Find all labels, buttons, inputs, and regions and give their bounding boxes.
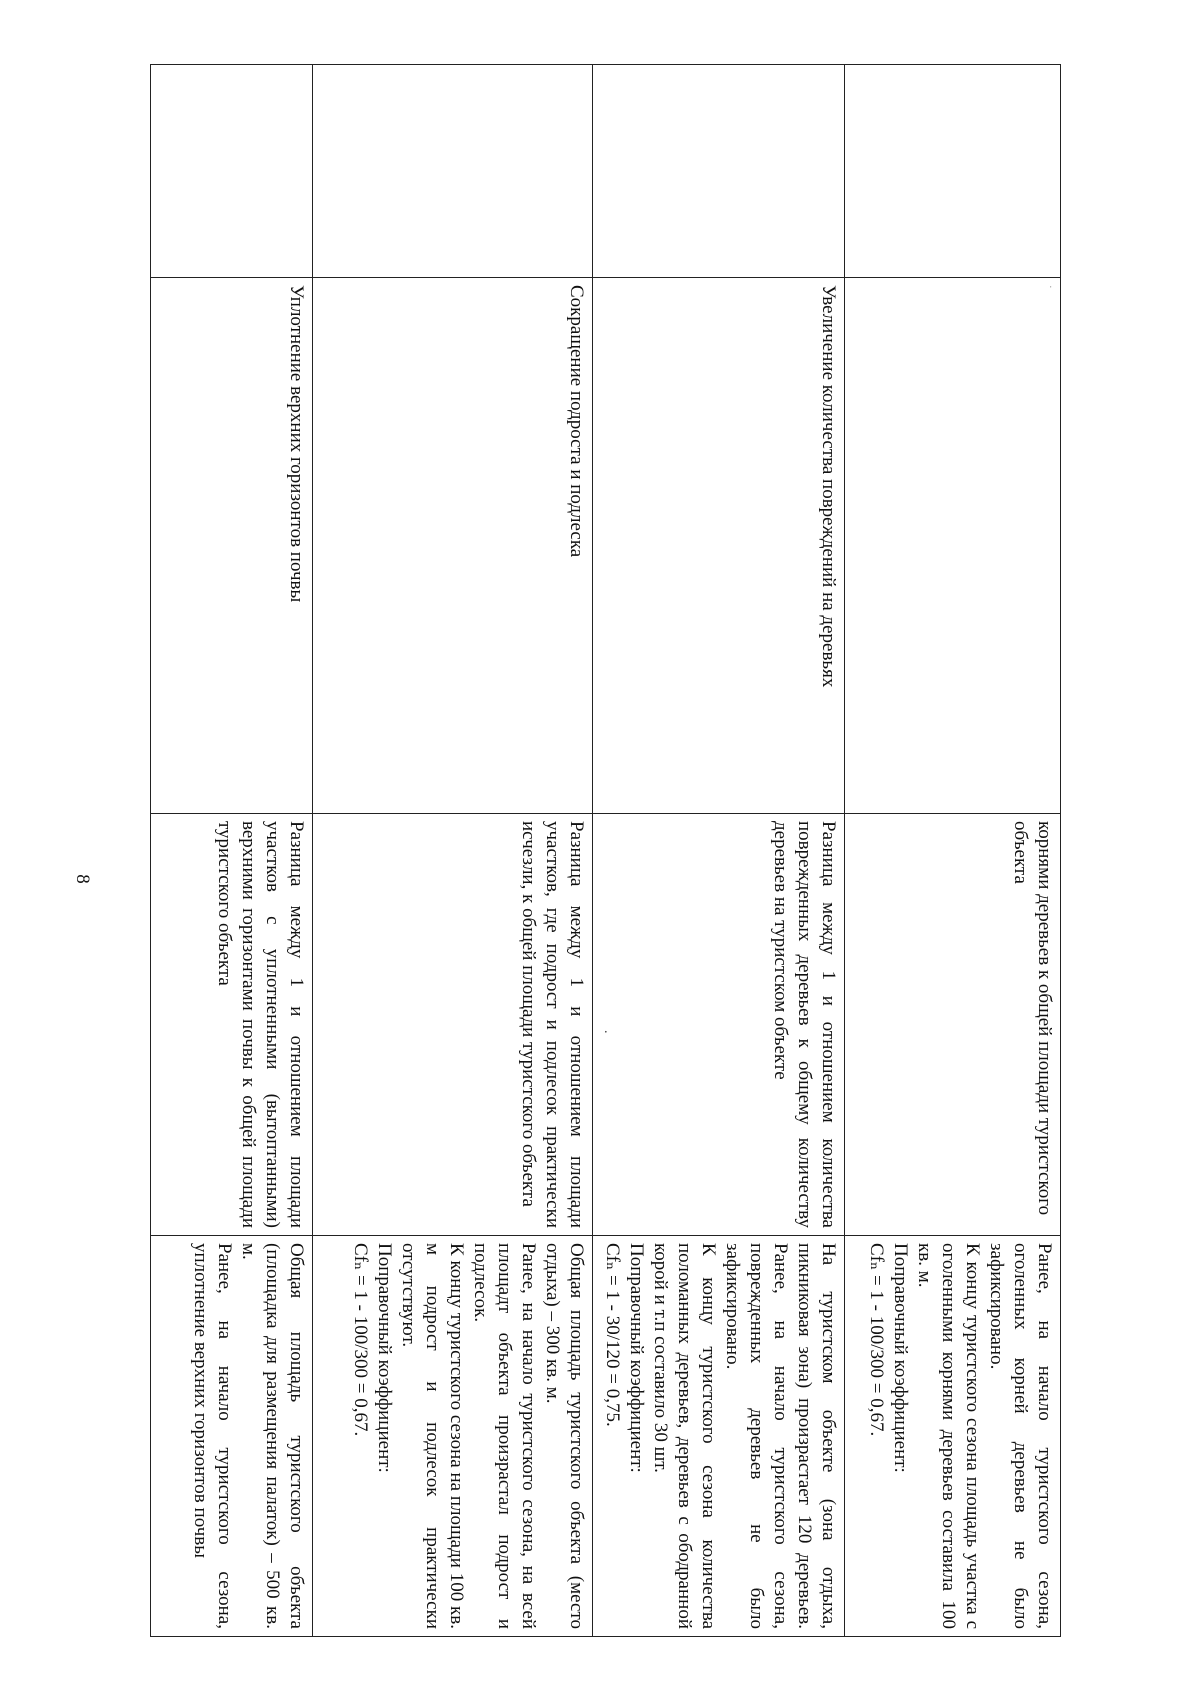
table-cell-empty (845, 65, 1061, 278)
criterion-text: Сокращение подроста и подлеска (566, 285, 587, 558)
example-line: К концу туристского сезона площадь участка с оголенными корнями деревьев составила 100 кв. м. (914, 1243, 983, 1629)
example-line: Поправочный коэффициент: (626, 1243, 647, 1473)
example-cell (151, 1236, 313, 1637)
stray-mark: . (601, 1030, 616, 1034)
table-cell-empty (593, 65, 845, 278)
rotated-table-container (151, 64, 1061, 1636)
example-line: К концу туристского сезона количества поломанных деревьев, деревьев с ободранной корой и т.п составило 30 шт. (650, 1243, 719, 1629)
table-row (313, 65, 593, 1637)
indicator-cell (313, 814, 593, 1236)
criterion-cell (593, 278, 845, 814)
page-number: 8 (72, 874, 93, 884)
indicator-text: Разница между 1 и отношением площади участков, где подрост и подлесок практически исчезли, к общей площади туристского объекта (518, 821, 587, 1228)
example-line: Общая площадь туристского объекта (площадка для размещения палаток) – 500 кв. м. (238, 1243, 307, 1629)
example-line: Поправочный коэффициент: (890, 1243, 911, 1473)
example-cell (593, 1236, 845, 1637)
indicator-text: Разница между 1 и отношением площади участков с уплотненными (вытоптанными) верхними горизонтами почвы к общей площади туристского объекта (214, 821, 307, 1228)
table-cell-empty (313, 65, 593, 278)
table-row (151, 65, 313, 1637)
table-row (845, 65, 1061, 1637)
example-line: На туристском объекте (зона отдыха, пикниковая зона) произрастает 120 деревьев. Ранее, на начало туристского сезона, поврежденных деревьев не было зафиксировано. (722, 1243, 839, 1629)
criteria-table (150, 64, 1061, 1637)
table-row (593, 65, 845, 1637)
correction-formula: Cfₙ = 1 - 100/300 = 0,67. (866, 1243, 887, 1437)
criterion-cell (151, 278, 313, 814)
criterion-text: Увеличение количества повреждений на деревьях (818, 285, 839, 688)
example-line: Общая площадь туристского объекта (место отдыха) – 300 кв. м. (542, 1243, 587, 1629)
faint-mark: · (1044, 285, 1056, 289)
example-cell (313, 1236, 593, 1637)
example-line: Поправочный коэффициент: (374, 1243, 395, 1473)
indicator-text: корнями деревьев к общей площади туристского объекта (1010, 821, 1055, 1216)
criterion-cell (313, 278, 593, 814)
table-cell-empty (151, 65, 313, 278)
example-line: Ранее, на начало туристского сезона, уплотнение верхних горизонтов почвы (190, 1243, 235, 1629)
example-cell (845, 1236, 1061, 1637)
criterion-text: Уплотнение верхних горизонтов почвы (286, 285, 307, 603)
indicator-cell (151, 814, 313, 1236)
example-line: Ранее, на начало туристского сезона, на всей площадт объекта произрастал подрост и подлесок. (470, 1243, 539, 1629)
correction-formula: Cfₙ = 1 - 30/120 = 0,75. (602, 1243, 623, 1427)
indicator-text: Разница между 1 и отношением количества поврежденных деревьев к общему количеству деревьев на туристском объекте (770, 821, 839, 1228)
correction-formula: Cfₙ = 1 - 100/300 = 0,67. (350, 1243, 371, 1437)
criterion-cell (845, 278, 1061, 814)
indicator-cell (845, 814, 1061, 1236)
indicator-cell (593, 814, 845, 1236)
example-line: К концу туристского сезона на площади 100 кв. м подрост и подлесок практически отсутствуют. (398, 1243, 467, 1629)
example-line: Ранее, на начало туристского сезона, оголенных корней деревьев не было зафиксировано. (986, 1243, 1055, 1629)
